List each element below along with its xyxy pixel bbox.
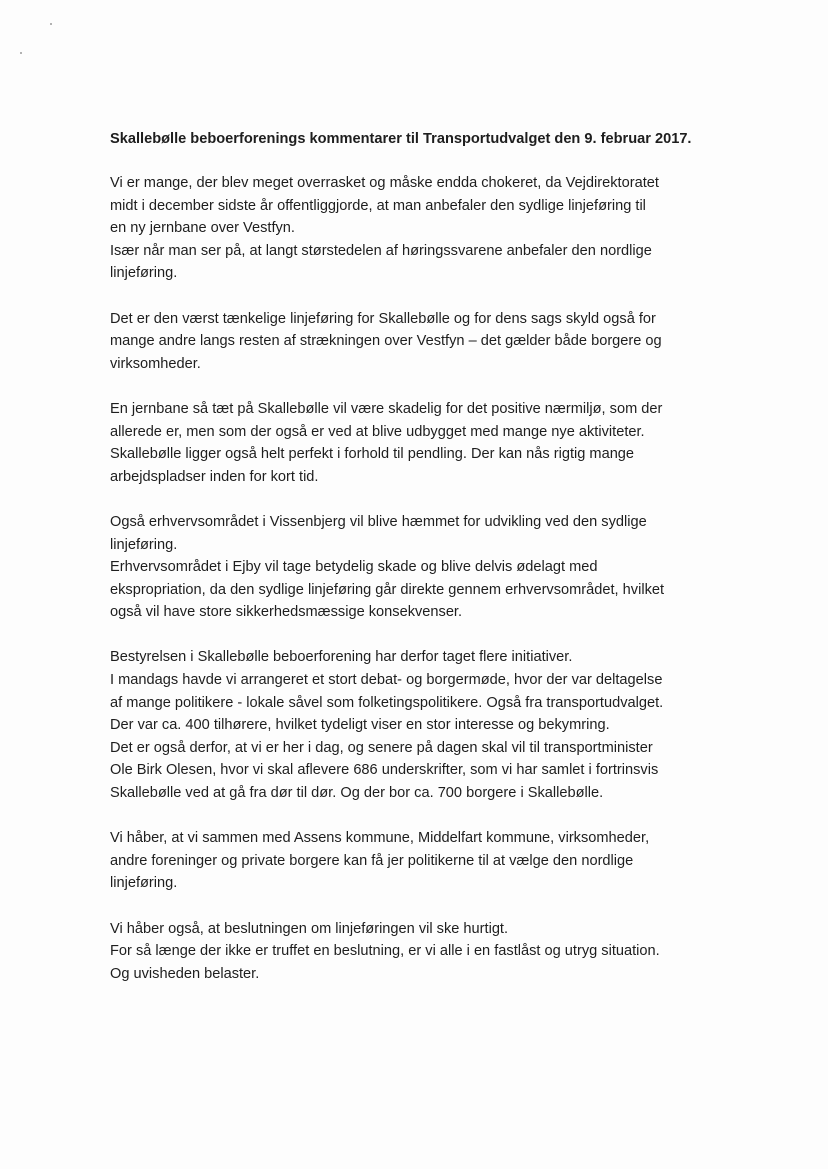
text-line: Skallebølle ligger også helt perfekt i forhold til pendling. Der kan nås rigtig mange [110, 446, 635, 463]
text-line: Erhvervsområdet i Ejby vil tage betydelig skade og blive delvis ødelagt med [110, 559, 598, 576]
text-line: En jernbane så tæt på Skallebølle vil være skadelig for det positive nærmiljø, som der [110, 400, 663, 417]
paragraph [110, 827, 770, 895]
text-line: arbejdspladser inden for kort tid. [110, 468, 319, 485]
text-line: linjeføring. [110, 875, 178, 892]
letter-title: Skallebølle beboerforenings kommentarer til Transportudvalget den 9. februar 2017. [110, 131, 692, 147]
text-line: Ole Birk Olesen, hvor vi skal aflevere 686 underskrifter, som vi har samlet i fortrinsvis [110, 762, 659, 779]
text-line: For så længe der ikke er truffet en beslutning, er vi alle i en fastlåst og utryg situation. [110, 943, 660, 960]
text-line: midt i december sidste år offentliggjorde, at man anbefaler den sydlige linjeføring til [110, 197, 646, 214]
paragraph [110, 511, 770, 624]
text-line: I mandags havde vi arrangeret et stort debat- og borgermøde, hvor der var deltagelse [110, 672, 663, 689]
text-line: Det er også derfor, at vi er her i dag, og senere på dagen skal vil til transportminister [110, 739, 653, 756]
text-line: linjeføring. [110, 265, 178, 282]
paragraph [110, 918, 770, 986]
text-line: Især når man ser på, at langt størstedelen af høringssvarene anbefaler den nordlige [110, 242, 652, 259]
text-line: Der var ca. 400 tilhørere, hvilket tydeligt viser en stor interesse og bekymring. [110, 717, 610, 734]
paragraph [110, 172, 770, 285]
text-line: en ny jernbane over Vestfyn. [110, 220, 295, 237]
scan-speck [50, 23, 52, 25]
text-line: virksomheder. [110, 355, 201, 372]
text-line: Vi håber, at vi sammen med Assens kommune, Middelfart kommune, virksomheder, [110, 830, 650, 847]
text-line: allerede er, men som der også er ved at blive udbygget med mange nye aktiviteter. [110, 423, 645, 440]
text-line: Bestyrelsen i Skallebølle beboerforening har derfor taget flere initiativer. [110, 649, 573, 666]
text-line: Skallebølle ved at gå fra dør til dør. Og der bor ca. 700 borgere i Skallebølle. [110, 785, 604, 802]
text-line: ekspropriation, da den sydlige linjeføring går direkte gennem erhvervsområdet, hvilket [110, 581, 665, 598]
paragraph [110, 646, 770, 804]
text-line: Vi er mange, der blev meget overrasket og måske endda chokeret, da Vejdirektoratet [110, 175, 659, 191]
text-line: Det er den værst tænkelige linjeføring for Skallebølle og for dens sags skyld også for [110, 310, 656, 327]
text-line: Også erhvervsområdet i Vissenbjerg vil blive hæmmet for udvikling ved den sydlige [110, 513, 647, 530]
paragraph [110, 398, 770, 488]
text-line: linjeføring. [110, 536, 178, 553]
text-line: af mange politikere - lokale såvel som folketingspolitikere. Også fra transportudvalget. [110, 694, 664, 711]
text-line: Og uvisheden belaster. [110, 965, 260, 982]
text-line: andre foreninger og private borgere kan få jer politikerne til at vælge den nordlige [110, 852, 634, 869]
text-line: også vil have store sikkerhedsmæssige konsekvenser. [110, 604, 463, 621]
text-line: mange andre langs resten af strækningen over Vestfyn – det gælder både borgere og [110, 333, 662, 350]
scan-speck [20, 52, 22, 54]
text-line: Vi håber også, at beslutningen om linjeføringen vil ske hurtigt. [110, 920, 509, 937]
letter-body [110, 172, 770, 1008]
paragraph [110, 308, 770, 376]
